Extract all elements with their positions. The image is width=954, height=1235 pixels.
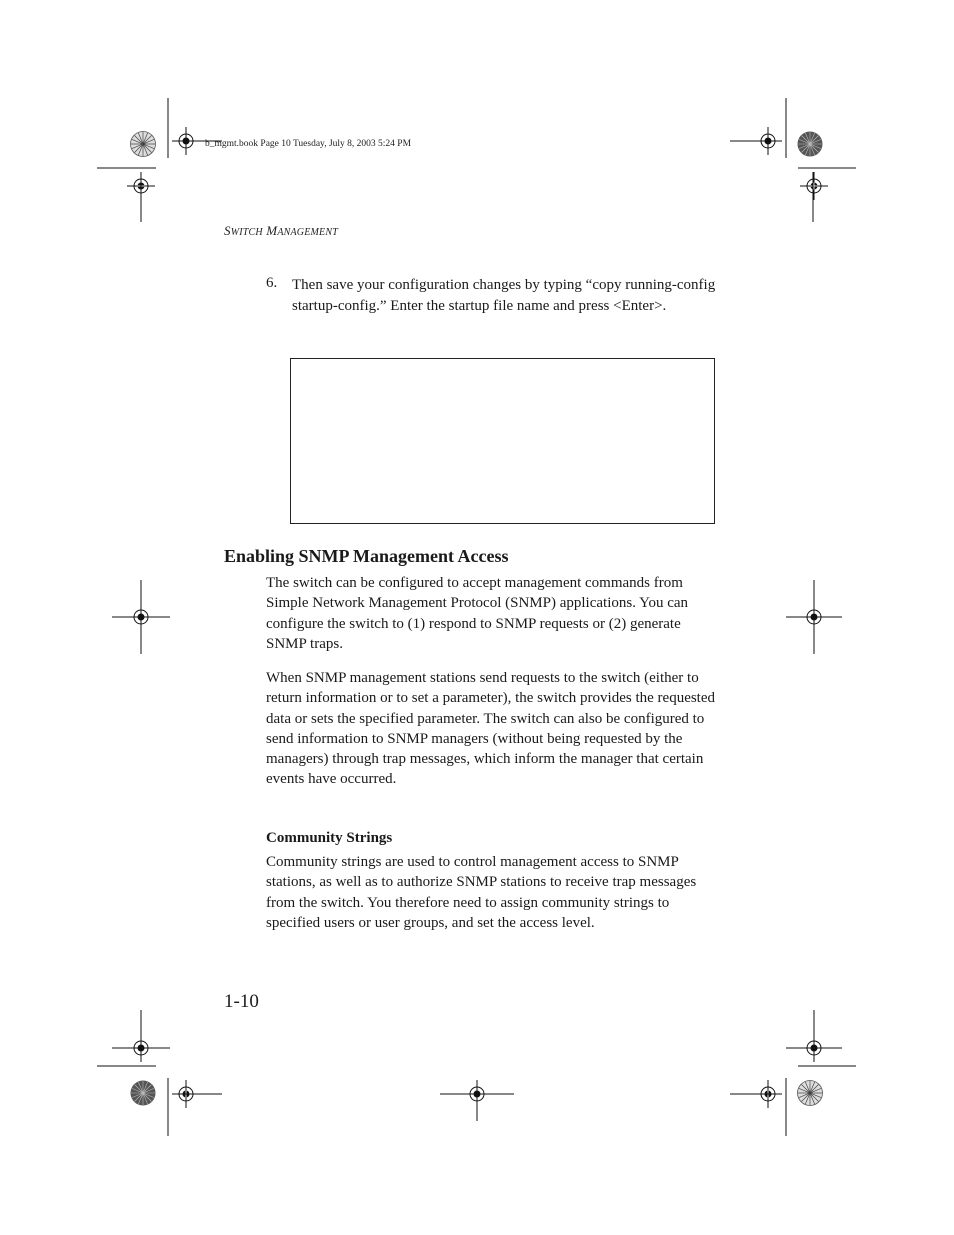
- body-paragraph: When SNMP management stations send requests to the switch (either to return information or to set a parameter), the switch provides the requested data or sets the specified parameter. The switch can also be configured to send information to SNMP managers (without being requested by the managers) through trap messages, which inform the manager that certain events have occurred.: [266, 670, 716, 788]
- step-number: 6.: [266, 275, 278, 291]
- running-head-rest-1: WITCH: [230, 227, 263, 238]
- body-paragraph: The switch can be configured to accept management commands from Simple Network Management Protocol (SNMP) applications. You can configure the switch to (1) respond to SNMP requests or (2) generate SNMP traps.: [266, 575, 689, 652]
- running-head-initial-2: M: [266, 223, 278, 238]
- running-head-rest-2: ANAGEMENT: [277, 227, 338, 238]
- body-paragraph: Community strings are used to control management access to SNMP stations, as well as to authorize SNMP stations to receive trap messages from the switch. You therefore need to assign community strings to specified users or user groups, and set the access level.: [266, 854, 697, 931]
- running-head: [224, 223, 338, 239]
- section-heading: Enabling SNMP Management Access: [224, 546, 509, 566]
- subsection-heading: Community Strings: [266, 830, 393, 846]
- running-head-initial-1: S: [224, 223, 231, 238]
- step-text: Then save your configuration changes by typing “copy running-config startup-config.” Enter the startup file name and press <Enter>.: [292, 277, 716, 314]
- page-number: 1-10: [224, 991, 259, 1012]
- console-screenshot-frame: [290, 358, 715, 524]
- print-slug: b_mgmt.book Page 10 Tuesday, July 8, 2003 5:24 PM: [205, 139, 412, 149]
